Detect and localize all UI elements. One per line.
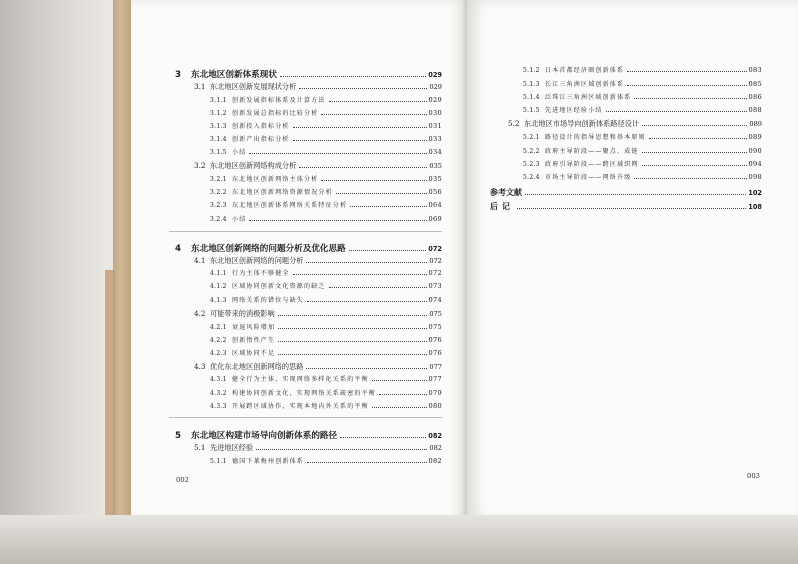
toc-page-number: 073 [428,282,442,290]
toc-number: 3.1.1 [210,97,227,104]
toc-page-number: 072 [428,269,442,277]
toc-page-number: 072 [428,245,442,253]
scan-bottom-edge [0,515,798,564]
chapter-separator [169,417,442,418]
toc-title: 开展跨区域协作，实现本地内外关系的平衡 [232,403,369,410]
toc-page-number: 029 [429,83,442,91]
toc-number: 4.1.2 [210,283,227,290]
toc-page-number: 035 [428,175,442,183]
toc-page-number: 089 [748,133,762,141]
toc-number: 4.2.3 [210,350,227,357]
toc-entry-4-1 [194,256,442,266]
toc-number: 4.1.3 [210,297,227,304]
toc-page-number: 069 [428,215,442,223]
toc-entry-3-1-5 [210,147,442,157]
toc-number: 4 [175,244,181,254]
toc-number: 3.1 [194,82,206,91]
dot-leader [293,274,427,275]
toc-number: 3 [175,70,181,80]
dot-leader [293,127,427,128]
page-number-right: 003 [747,472,760,480]
dot-leader [299,167,427,168]
toc-entry-4-3-3 [210,401,442,411]
toc-page-number: 094 [748,160,762,168]
toc-page-number: 029 [428,96,442,104]
dot-leader [606,111,747,112]
toc-entry-3-1-2 [210,108,442,118]
right-page [468,0,798,520]
toc-title: 健全行为主体，实现网络多样化关系的平衡 [232,376,369,383]
toc-entry-3-2-2 [210,187,442,197]
dot-leader [278,315,428,316]
toc-page-number: 079 [428,389,442,397]
toc-number: 3.2.1 [210,176,227,183]
toc-entry-5-2-1 [523,132,762,142]
book-spine [113,0,131,564]
dot-leader [280,76,426,77]
toc-title: 东北地区市场导向创新体系路径设计 [524,119,640,128]
toc-entry-5-1-3 [523,79,762,89]
toc-number: 5 [175,431,181,441]
toc-number: 3.1.2 [210,110,227,117]
toc-entry-4-2-3 [210,348,442,358]
toc-page-number: 108 [748,203,762,211]
toc-page-number: 077 [429,363,442,371]
dot-leader [525,194,746,195]
toc-entry-4-1-1 [210,268,442,278]
toc-title: 区域协同创新文化资源的缺乏 [232,283,326,290]
dot-leader [627,71,746,72]
toc-title: 创新发展指标体系及计算方法 [232,97,326,104]
toc-entry-5-1-4 [523,92,762,102]
toc-title: 衰退风险增加 [232,324,276,331]
toc-page-number: 035 [429,162,442,170]
dot-leader [372,407,427,408]
toc-number: 4.2.2 [210,337,227,344]
toc-number: 4.1.1 [210,270,227,277]
toc-title: 东北地区创新网络主体分析 [232,176,319,183]
toc-number: 5.1 [194,443,206,452]
left-page [131,0,464,520]
toc-title: 先进地区经验小结 [545,107,603,114]
dot-leader [321,180,426,181]
dot-leader [349,250,427,251]
toc-entry-5-2-2 [523,146,762,156]
dot-leader [517,208,746,209]
toc-entry-4-2-2 [210,335,442,345]
dot-leader [329,287,427,288]
dot-leader [642,152,747,153]
toc-title: 小结 [232,216,247,223]
toc-entry-5-1-1 [210,456,442,466]
toc-page-number: 074 [428,296,442,304]
dot-leader [256,449,427,450]
toc-entry-3-2-1 [210,174,442,184]
toc-number: 5.2.4 [523,174,540,181]
toc-number: 5.2.1 [523,134,540,141]
toc-entry-108 [490,201,762,212]
toc-entry-5 [175,429,442,441]
toc-title: 东北地区创新体系网络关系特征分析 [232,202,348,209]
dot-leader [306,368,427,369]
toc-entry-3-1-1 [210,95,442,105]
toc-title: 构建协同创新文化，实现网络关系疏密的平衡 [232,390,377,397]
toc-number: 4.2.1 [210,324,227,331]
toc-title: 东北地区创新网络的问题分析 [210,256,304,265]
toc-number: 3.2.2 [210,189,227,196]
toc-title: 东北地区创新网络的问题分析及优化思路 [191,244,346,254]
toc-entry-3 [175,68,442,80]
toc-page-number: 034 [428,148,442,156]
toc-entry-3-2 [194,161,442,171]
toc-number: 4.1 [194,256,206,265]
toc-title: 后记 [490,202,514,211]
toc-number: 5.1.5 [523,107,540,114]
toc-page-number: 098 [748,173,762,181]
dot-leader [278,341,426,342]
toc-entry-4-3 [194,362,442,372]
dot-leader [299,88,427,89]
toc-entry-3-1-4 [210,134,442,144]
toc-title: 创新惰性产生 [232,337,276,344]
toc-page-number: 075 [428,323,442,331]
toc-entry-3-2-4 [210,214,442,224]
toc-title: 创新发展总指标的比较分析 [232,110,319,117]
toc-number: 3.2.3 [210,202,227,209]
toc-number: 5.2 [508,119,520,128]
toc-title: 政府主导阶段——聚点、成链 [545,148,639,155]
toc-title: 东北地区构建市场导向创新体系的路径 [191,431,338,441]
dot-leader [627,85,746,86]
toc-entry-4-3-2 [210,388,442,398]
toc-number: 5.1.3 [523,81,540,88]
toc-entry-4-1-2 [210,281,442,291]
toc-entry-3-1-3 [210,121,442,131]
dot-leader [307,462,426,463]
toc-page-number: 064 [428,201,442,209]
toc-number: 3.2.4 [210,216,227,223]
toc-entry-102 [490,187,762,198]
toc-page-number: 076 [428,336,442,344]
toc-page-number: 083 [748,66,762,74]
toc-entry-5-2 [508,119,762,129]
toc-entry-3-1 [194,82,442,92]
toc-title: 创新投入指标分析 [232,123,290,130]
dot-leader [634,178,746,179]
toc-number: 4.2 [194,309,206,318]
toc-page-number: 085 [748,80,762,88]
toc-title: 东北地区创新发展现状分析 [210,82,297,91]
dot-leader [340,437,426,438]
toc-title: 参考文献 [490,188,522,197]
toc-number: 3.1.4 [210,136,227,143]
dot-leader [329,101,427,102]
toc-title: 先进地区经验 [210,443,254,452]
toc-title: 可能带来的消极影响 [210,309,275,318]
toc-title: 路径设计的指导思想和基本原则 [545,134,646,141]
dot-leader [307,301,426,302]
dot-leader [278,354,426,355]
toc-title: 德国下莱梅州创新体系 [232,458,305,465]
toc-number: 4.3.2 [210,390,227,397]
toc-entry-5-1-5 [523,105,762,115]
toc-page-number: 077 [428,375,442,383]
toc-page-number: 080 [428,402,442,410]
toc-number: 5.1.2 [523,67,540,74]
toc-title: 区域协同不足 [232,350,276,357]
dot-leader [350,206,426,207]
toc-entry-4-2 [194,309,442,319]
dot-leader [278,328,426,329]
toc-number: 5.2.3 [523,161,540,168]
toc-entry-4 [175,242,442,254]
dot-leader [634,98,746,99]
dot-leader [642,165,747,166]
dot-leader [306,262,427,263]
toc-entry-4-3-1 [210,374,442,384]
toc-title: 网络关系的错位与缺失 [232,297,305,304]
toc-page-number: 082 [428,432,442,440]
toc-number: 4.3 [194,362,206,371]
toc-number: 3.2 [194,161,206,170]
toc-number: 4.3.1 [210,376,227,383]
toc-entry-3-2-3 [210,200,442,210]
toc-title: 东北地区创新网络构成分析 [210,161,297,170]
toc-title: 日本首都经济圈创新体系 [545,67,625,74]
toc-number: 5.1.4 [523,94,540,101]
toc-page-number: 076 [428,349,442,357]
toc-page-number: 033 [428,135,442,143]
chapter-separator [169,231,442,232]
toc-page-number: 072 [429,257,442,265]
toc-entry-5-1-2 [523,65,762,75]
toc-page-number: 086 [748,93,762,101]
toc-title: 市场主导阶段——网络升级 [545,174,632,181]
toc-page-number: 082 [428,457,442,465]
dot-leader [336,193,427,194]
toc-page-number: 090 [748,147,762,155]
toc-number: 3.1.3 [210,123,227,130]
dot-leader [249,220,426,221]
toc-page-number: 031 [428,122,442,130]
dot-leader [321,114,426,115]
toc-number: 5.2.2 [523,148,540,155]
toc-entry-5-2-3 [523,159,762,169]
toc-title: 创新产出指标分析 [232,136,290,143]
dot-leader [649,138,747,139]
toc-title: 行为主体不够健全 [232,270,290,277]
toc-number: 5.1.1 [210,458,227,465]
book-edge-left [0,0,104,564]
toc-title: 泛珠江三角洲区域创新体系 [545,94,632,101]
toc-title: 东北地区创新网络资源情况分析 [232,189,333,196]
toc-page-number: 102 [748,189,762,197]
toc-entry-4-1-3 [210,295,442,305]
dot-leader [372,380,427,381]
dot-leader [293,140,427,141]
toc-title: 东北地区创新体系现状 [191,70,277,80]
toc-number: 3.1.5 [210,149,227,156]
toc-page-number: 029 [428,71,442,79]
dot-leader [249,153,426,154]
dot-leader [379,394,426,395]
toc-number: 4.3.3 [210,403,227,410]
toc-title: 长江三角洲区域创新体系 [545,81,625,88]
toc-page-number: 089 [749,120,762,128]
dot-leader [642,125,747,126]
toc-entry-5-2-4 [523,172,762,182]
toc-title: 小结 [232,149,247,156]
toc-page-number: 075 [429,310,442,318]
toc-title: 优化东北地区创新网络的思路 [210,362,304,371]
toc-title: 政府引导阶段——跨区域织网 [545,161,639,168]
page-number-left: 002 [176,476,189,484]
toc-entry-5-1 [194,443,442,453]
toc-page-number: 088 [748,106,762,114]
toc-page-number: 030 [428,109,442,117]
toc-page-number: 082 [429,444,442,452]
toc-page-number: 056 [428,188,442,196]
toc-entry-4-2-1 [210,322,442,332]
